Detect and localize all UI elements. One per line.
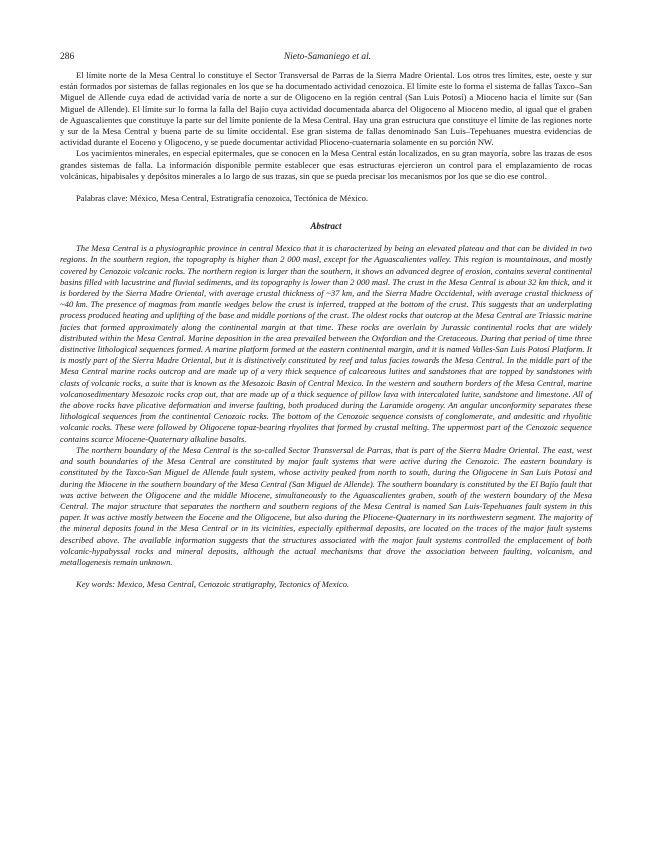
resumen-keywords: Palabras clave: México, Mesa Central, Estratigrafía cenozoica, Tectónica de México. [76, 193, 369, 204]
abstract-paragraph: The northern boundary of the Mesa Central is the so-called Sector Transversal de Parras, that is part of the Sierra Madre Oriental. The east, west and south boundaries of the Mesa Central are constituted by major fault systems that were active during the Cenozoic. The eastern boundary is constituted by the Taxco-San Miguel de Allende fault system, whose activity peaked from north to south, during the Oligocene in San Luis Potosí and during the Miocene in the southern boundary of the Mesa Central (San Miguel de Allende). The southern boundary is constituted by the El Bajío fault that was active between the Oligocene and the middle Miocene, simultaneously to the Aguascalientes graben, south of the western boundary of the Mesa Central. The major structure that separates the northern and southern regions of the Mesa Central is named San Luis-Tepehuanes fault system in this paper. It was active mostly between the Eocene and the Oligocene, but also during the Pliocene-Quaternary in its northwestern segment. The majority of the mineral deposits found in the Mesa Central or in its vicinities, especially epithermal deposits, are located on the traces of the major fault systems described above. The available information suggests that the structures associated with the major fault systems controlled the emplacement of both volcanic-hypabyssal rocks and mineral deposits, although the actual mechanisms that drove the association between faulting, volcanism, and metallogenesis remain unknown. [60, 444, 592, 567]
running-head: Nieto-Samaniego et al. [283, 52, 372, 62]
page-number: 286 [60, 52, 75, 62]
abstract-section [60, 220, 592, 590]
abstract-paragraph: The Mesa Central is a physiographic province in central Mexico that it is characterized by being an elevated plateau and that can be divided in two regions. In the southern region, the topography is higher than 2 000 masl, except for the Aguascalientes valley. This region is mountainous, and mostly covered by Cenozoic volcanic rocks. The northern region is larger than the southern, it shows an advanced degree of erosion, contains several continental basins filled with lacustrine and fluvial sediments, and its topography is lower than 2 000 masl. The crust in the Mesa Central is about 32 km thick, and it is bordered by the Sierra Madre Oriental, with average crustal thickness of ~37 km, and the Sierra Madre Occidental, with average crustal thickness of ~40 km. The presence of magmas from mantle wedges below the crust is inferred, trapped at the bottom of the crust. This suggests that an underplating process produced heating and uplifting of the base and middle portions of the crust. The oldest rocks that outcrop at the Mesa Central are Triassic marine facies that formed approximately along the continental margin at that time. These rocks are overlain by Jurassic continental rocks that are widely distributed within the Mesa Central. Marine deposition in the area prevailed between the Oxfordian and the Cretaceous. During that period of time three distinctive lithological sequences formed. A marine platform formed at the eastern continental margin, and it is named Valles-San Luis Potosí Platform. It is mostly part of the Sierra Madre Oriental, but it is distinctively constituted by reef and talus facies towards the Mesa Central. In the middle part of the Mesa Central marine rocks outcrop and are made up of a very thick sequence of calcareous lutites and sandstones that are topped by sandstones with clasts of volcanic rocks, a suite that is known as the Mesozoic Basin of Central Mexico. In the western and southern borders of the Mesa Central, marine volcanosedimentary Mesozoic rocks crop out, that are made up of a thick sequence of pillow lava with intercalated lutite, sandstone and limestone. All of the above rocks have plicative deformation and inverse faulting, both produced during the Laramide orogeny. An angular unconformity separates these lithological sequences from the continental Cenozoic rocks. The bottom of the Cenozoic sequence consists of conglomerate, and andesitic and rhyolitic volcanic rocks. These were followed by Oligocene topaz-bearing rhyolites that formed by crustal melting. The uppermost part of the Cenozoic sequence contains scarce Miocene-Quaternary alkaline basalts. [60, 243, 592, 444]
resumen-section [60, 70, 592, 204]
abstract-keywords: Key words: Mexico, Mesa Central, Cenozoic stratigraphy, Tectonics of Mexico. [76, 579, 350, 590]
resumen-paragraph: El límite norte de la Mesa Central lo constituye el Sector Transversal de Parras de la Sierra Madre Oriental. Los otros tres límites, este, oeste y sur están formados por sistemas de fallas regionales en los que se ha documentado actividad cenozoica. El límite este lo forma el sistema de fallas Taxco–San Miguel de Allende cuya edad de actividad varía de norte a sur de Oligoceno en la región central (San Luis Potosí) a Mioceno hacia el límite sur (San Miguel de Allende). El límite sur lo forma la falla del Bajío cuya actividad documentada abarca del Oligoceno al Mioceno medio, al igual que el graben de Aguascalientes que constituye la parte sur del límite poniente de la Mesa Central. Hay una gran estructura que constituye el límite de las regiones norte y sur de la Mesa Central y buena parte de su límite occidental. Ese gran sistema de fallas denominado San Luis–Tepehuanes muestra evidencias de actividad durante el Eoceno y Oligoceno, y se puede documentar actividad Plioceno-cuaternaria solamente en su porción NW. [60, 70, 592, 148]
resumen-paragraph: Los yacimientos minerales, en especial epitermales, que se conocen en la Mesa Central están localizados, en su gran mayoría, sobre las trazas de esos grandes sistemas de falla. La información disponible permite establecer que esas estructuras ejercieron un control para el emplazamiento de rocas volcánicas, hipabisales y depósitos minerales a lo largo de sus trazas, sin que se pueda precisar los mecanismos por los que se dio ese control. [60, 148, 592, 181]
page-header [60, 52, 595, 66]
abstract-heading: Abstract [310, 221, 342, 232]
article-body [60, 70, 592, 590]
